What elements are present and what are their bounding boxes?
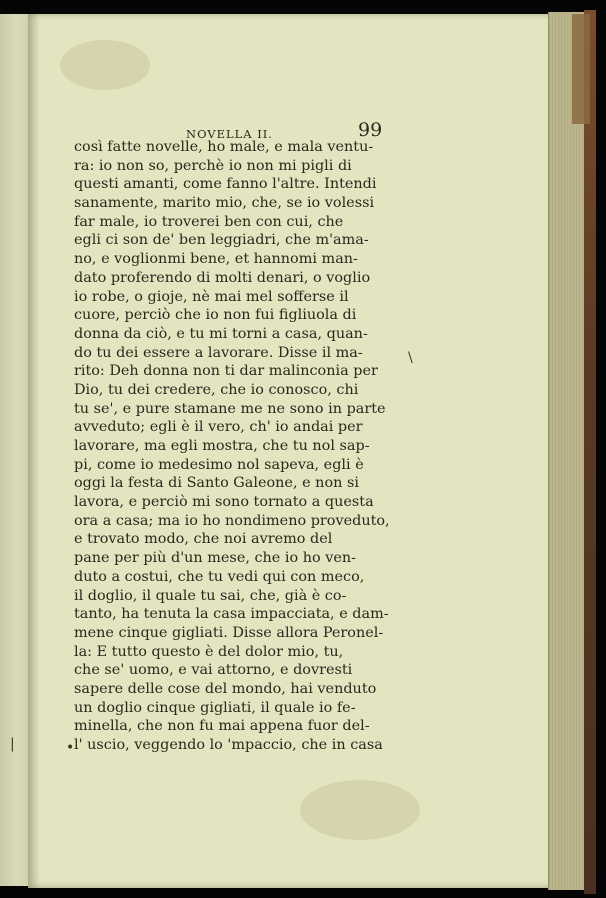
text-line: pane per più d'un mese, che io ho ven- [74, 550, 357, 567]
margin-dot-mark: • [66, 740, 75, 756]
text-line: no, e voglionmi bene, et hannomi man- [74, 251, 358, 268]
text-line: sapere delle cose del mondo, hai venduto [74, 680, 377, 697]
paper-stain [300, 780, 420, 840]
text-line: tanto, ha tenuta la casa impacciata, e dam- [74, 606, 389, 623]
text-line: lavorare, ma egli mostra, che tu nol sap- [74, 438, 370, 454]
text-line: duto a costui, che tu vedi qui con meco, [74, 568, 365, 585]
text-line: il doglio, il quale tu sai, che, già è co- [74, 587, 347, 604]
text-line: la: E tutto questo è del dolor mio, tu, [74, 643, 344, 660]
margin-tick-mark: \ [408, 350, 413, 366]
text-line: ora a casa; ma io ho nondimeno proveduto, [74, 512, 390, 529]
text-line: rito: Deh donna non ti dar malinconia per [74, 363, 378, 380]
body-text [74, 138, 389, 755]
text-line: avveduto; egli è il vero, ch' io andai per [74, 419, 363, 436]
text-line: sanamente, marito mio, che, se io volessi [74, 195, 375, 212]
margin-tick-mark: | [10, 736, 15, 752]
text-line: che se' uomo, e vai attorno, e dovresti [74, 662, 353, 679]
running-title: NOVELLA II. [186, 127, 273, 141]
text-line: cuore, perciò che io non fui figliuola di [74, 307, 357, 324]
text-line: lavora, e perciò mi sono tornato a questa [74, 494, 374, 511]
text-line: Dio, tu dei credere, che io conosco, chi [74, 381, 359, 398]
text-line: tu se', e pure stamane me ne sono in parte [74, 400, 386, 417]
text-line: un doglio cinque gigliati, il quale io fe- [74, 699, 356, 716]
paper-stain [60, 40, 150, 90]
text-line: ra: io non so, perchè io non mi pigli di [74, 157, 352, 174]
text-line: dato proferendo di molti denari, o voglio [74, 269, 371, 286]
text-line: do tu dei essere a lavorare. Disse il ma- [74, 344, 363, 361]
text-line: oggi la festa di Santo Galeone, e non si [74, 475, 359, 492]
text-line: pi, come io medesimo nol sapeva, egli è [74, 456, 364, 473]
text-line: l' uscio, veggendo lo 'mpaccio, che in casa [74, 737, 383, 753]
text-line: egli ci son de' ben leggiadri, che m'ama- [74, 232, 369, 249]
text-line: questi amanti, come fanno l'altre. Intendi [74, 176, 377, 193]
text-line: così fatte novelle, ho male, e mala ventu- [74, 139, 374, 155]
text-line: far male, io troverei ben con cui, che [74, 213, 344, 230]
text-line: e trovato modo, che noi avremo del [74, 531, 333, 548]
cover-tab [572, 14, 590, 124]
text-line: minella, che non fu mai appena fuor del- [74, 718, 370, 735]
text-line: mene cinque gigliati. Disse allora Peronel- [74, 624, 384, 641]
text-line: io robe, o gioje, nè mai mel sofferse il [74, 288, 349, 305]
text-line: donna da ciò, e tu mi torni a casa, quan- [74, 325, 368, 342]
page-number: 99 [358, 119, 383, 141]
